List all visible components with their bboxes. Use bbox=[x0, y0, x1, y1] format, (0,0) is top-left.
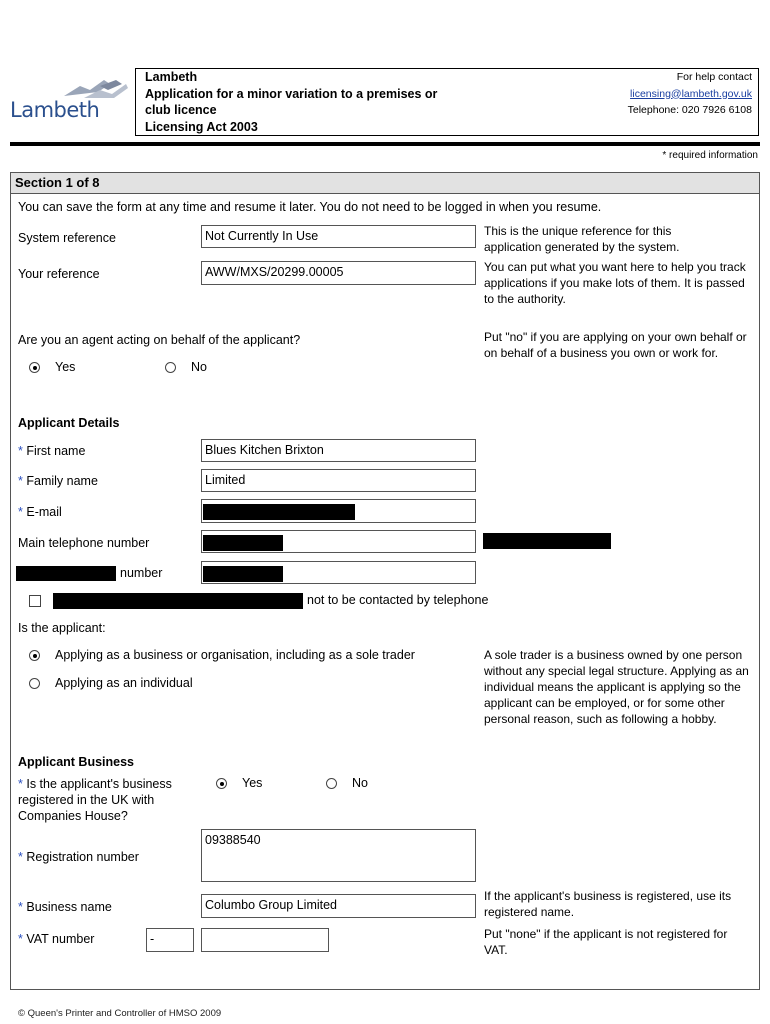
no-phone-contact-label: not to be contacted by telephone bbox=[307, 593, 489, 607]
is-applicant-label: Is the applicant: bbox=[18, 621, 106, 635]
required-mark: * bbox=[18, 900, 23, 914]
main-phone-label: Main telephone number bbox=[18, 536, 150, 550]
first-name-label: * First name bbox=[18, 444, 86, 458]
required-mark: * bbox=[18, 444, 23, 458]
agent-no-radio[interactable] bbox=[165, 362, 176, 373]
section-intro: You can save the form at any time and resume it later. You do not need to be logged in when you resume. bbox=[18, 200, 602, 214]
vat-number-label: * VAT number bbox=[18, 932, 95, 946]
header-title-block bbox=[145, 69, 437, 135]
registered-no-label: No bbox=[352, 776, 368, 790]
system-reference-help: This is the unique reference for this application generated by the system. bbox=[484, 224, 680, 254]
your-reference-label: Your reference bbox=[18, 267, 100, 281]
your-reference-help: You can put what you want here to help you track applications if you make lots of them. It is passed to the authority. bbox=[484, 260, 746, 306]
form-title-line1: Application for a minor variation to a premises or bbox=[145, 86, 438, 101]
family-name-field[interactable]: Limited bbox=[201, 469, 476, 492]
registered-question: * Is the applicant's business registered in the UK with Companies House? bbox=[18, 777, 172, 823]
registered-yes-radio[interactable] bbox=[216, 778, 227, 789]
help-contact-block bbox=[628, 69, 752, 119]
business-name-label: * Business name bbox=[18, 900, 112, 914]
vat-number-field[interactable] bbox=[201, 928, 329, 952]
family-name-label: * Family name bbox=[18, 474, 98, 488]
section-header bbox=[10, 172, 760, 194]
other-number-label: number bbox=[120, 566, 163, 580]
redacted-phone-note bbox=[483, 533, 611, 549]
redacted-main-phone bbox=[203, 535, 283, 551]
logo-swoosh-icon bbox=[60, 78, 130, 100]
first-name-field[interactable]: Blues Kitchen Brixton bbox=[201, 439, 476, 462]
registration-number-label: * Registration number bbox=[18, 850, 139, 864]
applicant-type-help: A sole trader is a business owned by one person without any special legal structure. Applying as an individual means the applicant is applying so the applicant can be employed, or for some other personal reason, such as following a hobby. bbox=[484, 648, 749, 726]
business-name-field[interactable]: Columbo Group Limited bbox=[201, 894, 476, 918]
your-reference-field[interactable]: AWW/MXS/20299.00005 bbox=[201, 261, 476, 285]
registration-number-field[interactable]: 09388540 bbox=[201, 829, 476, 882]
applicant-details-heading: Applicant Details bbox=[18, 416, 120, 430]
required-mark: * bbox=[18, 474, 23, 488]
applicant-business-radio[interactable] bbox=[29, 650, 40, 661]
registered-no-radio[interactable] bbox=[326, 778, 337, 789]
redacted-email bbox=[203, 504, 355, 520]
applicant-individual-label: Applying as an individual bbox=[55, 676, 193, 690]
system-reference-label: System reference bbox=[18, 231, 116, 245]
business-name-help: If the applicant's business is registered, use its registered name. bbox=[484, 889, 732, 919]
help-phone: Telephone: 020 7926 6108 bbox=[627, 104, 752, 116]
help-email-link[interactable]: licensing@lambeth.gov.uk bbox=[630, 87, 752, 100]
lambeth-logo bbox=[10, 78, 130, 124]
no-phone-contact-checkbox[interactable] bbox=[29, 595, 41, 607]
agent-yes-radio[interactable] bbox=[29, 362, 40, 373]
applicant-business-label: Applying as a business or organisation, including as a sole trader bbox=[55, 648, 415, 662]
act-name: Licensing Act 2003 bbox=[145, 119, 258, 134]
agent-yes-label: Yes bbox=[55, 360, 76, 374]
form-title-line2: club licence bbox=[145, 103, 217, 117]
agent-no-label: No bbox=[191, 360, 207, 374]
agent-help: Put "no" if you are applying on your own behalf or on behalf of a business you own or work for. bbox=[484, 330, 747, 360]
required-note: * required information bbox=[662, 150, 758, 161]
agent-question: Are you an agent acting on behalf of the applicant? bbox=[18, 333, 301, 347]
required-mark: * bbox=[18, 850, 23, 864]
redacted-other-label bbox=[16, 566, 116, 581]
required-mark: * bbox=[18, 777, 23, 791]
council-name: Lambeth bbox=[145, 70, 198, 84]
required-mark: * bbox=[18, 505, 23, 519]
help-label: For help contact bbox=[676, 71, 752, 83]
redacted-other-number bbox=[203, 566, 283, 582]
section-title: Section 1 of 8 bbox=[15, 175, 100, 190]
logo-wordmark: Lambeth bbox=[10, 98, 100, 122]
registered-yes-label: Yes bbox=[242, 776, 263, 790]
email-label: * E-mail bbox=[18, 505, 62, 519]
vat-prefix-field[interactable]: - bbox=[146, 928, 194, 952]
redacted-checkbox-label bbox=[53, 593, 303, 609]
copyright-footer: © Queen's Printer and Controller of HMSO 2009 bbox=[18, 1008, 222, 1019]
required-mark: * bbox=[18, 932, 23, 946]
system-reference-field[interactable]: Not Currently In Use bbox=[201, 225, 476, 248]
vat-help: Put "none" if the applicant is not registered for VAT. bbox=[484, 927, 728, 957]
applicant-individual-radio[interactable] bbox=[29, 678, 40, 689]
applicant-business-heading: Applicant Business bbox=[18, 755, 134, 769]
header-divider bbox=[10, 142, 760, 146]
